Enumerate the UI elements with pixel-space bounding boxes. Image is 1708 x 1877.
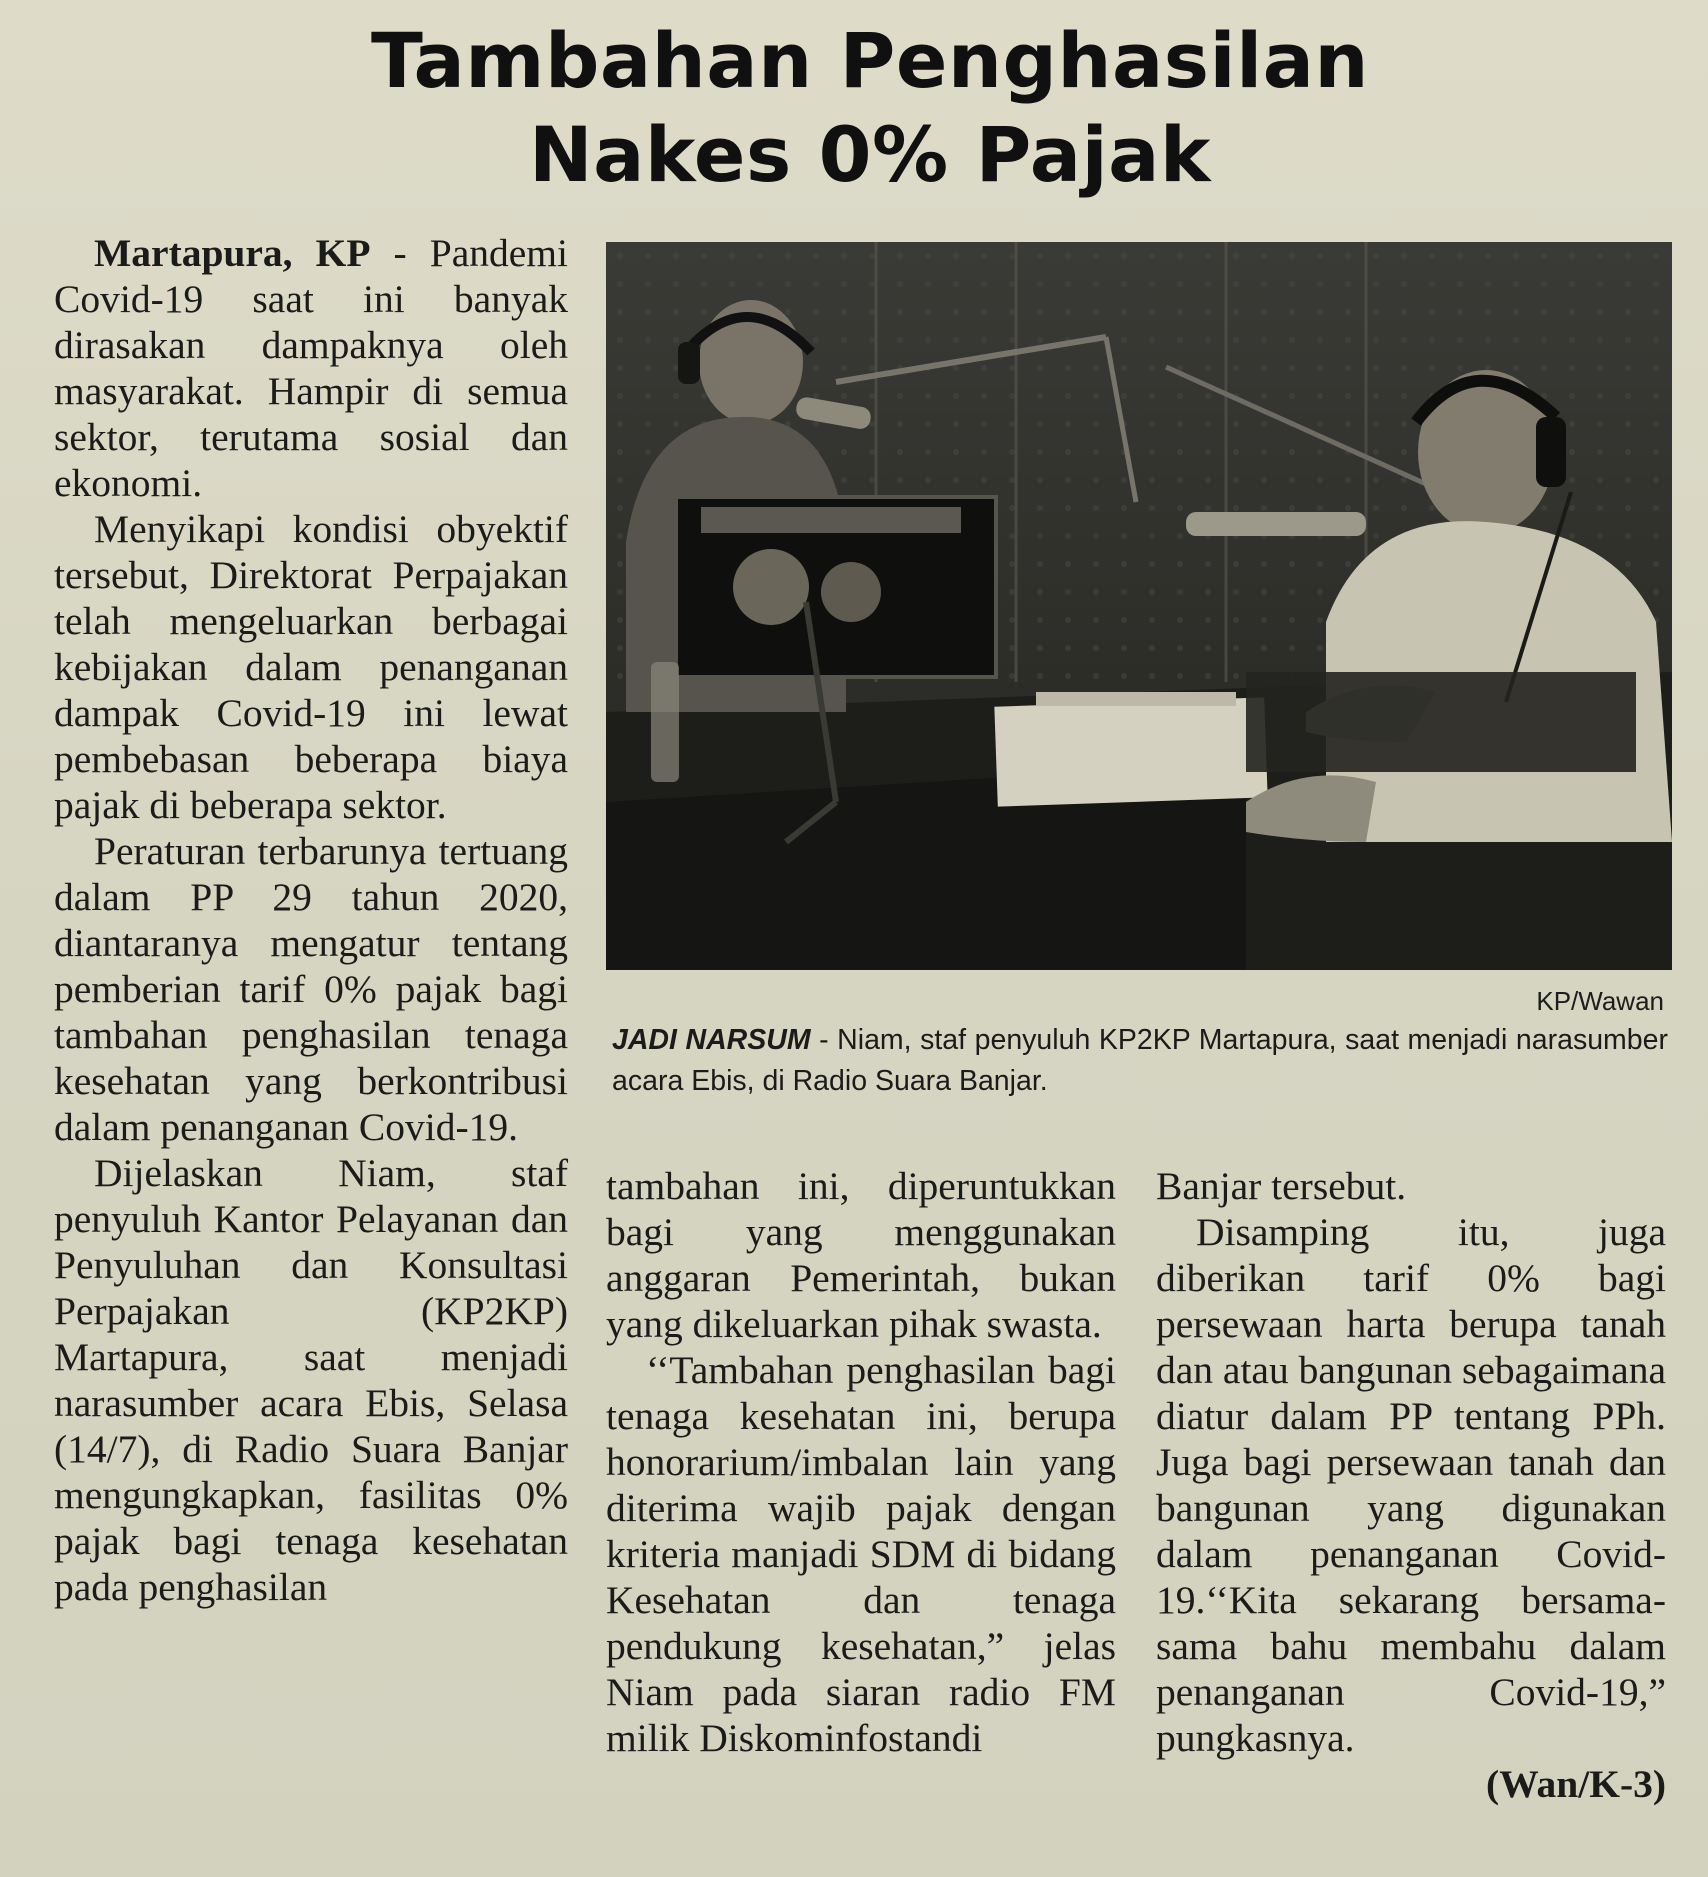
article-paragraph-7: Banjar tersebut. [1156, 1164, 1407, 1208]
article-column-2 [606, 1163, 1116, 1761]
photo-credit: KP/Wawan [1536, 986, 1664, 1016]
radio-studio-illustration [606, 242, 1672, 970]
article-paragraph-4: Dijelaskan Niam, staf penyuluh Kantor Pelayanan dan Penyuluhan dan Konsultasi Perpajakan (KP2KP) Martapura, saat menjadi narasumber acara Ebis, Selasa (14/7), di Radio Suara Banjar mengungkapkan, fasilitas 0% pajak bagi tenaga kesehatan pada penghasilan [54, 1151, 568, 1609]
headline-line-1: Tambahan Penghasilan [370, 16, 1370, 105]
article-paragraph-1 [54, 230, 568, 506]
author-signature: (Wan/K-3) [1486, 1762, 1666, 1806]
news-photo [606, 242, 1672, 970]
article-paragraph-5: tambahan ini, diperuntukkan bagi yang menggunakan anggaran Pemerintah, bukan yang dikeluarkan pihak swasta. [606, 1164, 1116, 1346]
caption-lead: JADI NARSUM [612, 1024, 811, 1056]
photo-caption [612, 1020, 1668, 1102]
paragraph-1-text: - Pandemi Covid-19 saat ini banyak dirasakan dampaknya oleh masyarakat. Hampir di semua sektor, terutama sosial dan ekonomi. [54, 231, 568, 505]
article-paragraph-8: Disamping itu, juga diberikan tarif 0% bagi persewaan harta berupa tanah dan atau bangunan sebagaimana diatur dalam PP tentang PPh. Juga bagi persewaan tanah dan bangunan yang digunakan dalam penanganan Covid-19.‘‘Kita sekarang bersama-sama bahu membahu dalam penanganan Covid-19,” pungkasnya. [1156, 1210, 1666, 1760]
headline [260, 14, 1480, 202]
article-paragraph-3: Peraturan terbarunya tertuang dalam PP 29 tahun 2020, diantaranya mengatur tentang pemberian tarif 0% pajak bagi tambahan penghasilan tenaga kesehatan yang berkontribusi dalam penanganan Covid-19. [54, 829, 568, 1149]
article-column-3 [1156, 1163, 1666, 1807]
article-column-1 [54, 230, 568, 1610]
article-paragraph-6: ‘‘Tambahan penghasilan bagi tenaga kesehatan ini, berupa honorarium/imbalan lain yang diterima wajib pajak dengan kriteria manjadi SDM di bidang Kesehatan dan tenaga pendukung kesehatan,” jelas Niam pada siaran radio FM milik Diskominfostandi [606, 1348, 1116, 1760]
article-paragraph-2: Menyikapi kondisi obyektif tersebut, Direktorat Perpajakan telah mengeluarkan berbagai kebijakan dalam penanganan dampak Covid-19 ini lewat pembebasan beberapa biaya pajak di beberapa sektor. [54, 507, 568, 827]
headline-line-2: Nakes 0% Pajak [529, 110, 1211, 199]
caption-text: - Niam, staf penyuluh KP2KP Martapura, saat menjadi narasumber acara Ebis, di Radio Suara Banjar. [612, 1024, 1668, 1097]
dateline: Martapura, KP [94, 231, 371, 275]
